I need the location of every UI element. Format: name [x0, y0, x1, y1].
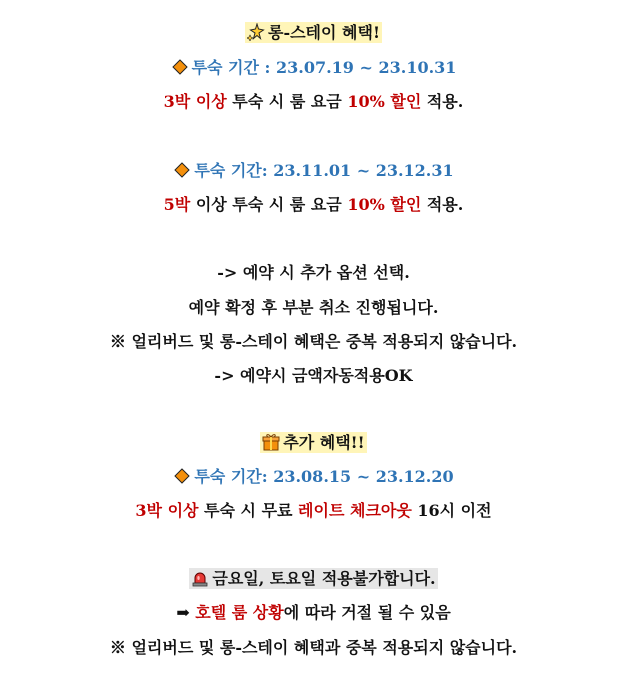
sparkle-icon [247, 23, 265, 41]
extra-period-label: 투숙 기간: 23.08.15 ~ 23.12.20 [194, 467, 454, 486]
note-partial-cancel: 예약 확정 후 부분 취소 진행됩니다. [188, 298, 439, 317]
note-no-duplicate: ※ 얼리버드 및 롱-스테이 혜택은 중복 적용되지 않습니다. [109, 332, 518, 351]
orange-diamond-icon [171, 58, 189, 76]
room-status-line: ➡ 호텔 룸 상황에 따라 거절 될 수 있음 [176, 603, 451, 622]
extra-title-line [0, 432, 627, 454]
period1-line [0, 57, 627, 79]
period1-label: 투숙 기간 : 23.07.19 ~ 23.10.31 [191, 58, 457, 77]
period2-label: 투숙 기간: 23.11.01 ~ 23.12.31 [194, 161, 454, 180]
note-auto-apply: -> 예약시 금액자동적용OK [214, 366, 413, 385]
restriction-title: 금요일, 토요일 적용불가합니다. [189, 568, 437, 589]
extra-condition: 3박 이상 투숙 시 무료 레이트 체크아웃 16시 이전 [135, 501, 492, 520]
period1-nights: 3박 이상 [163, 92, 227, 111]
gift-icon [262, 433, 280, 451]
late-checkout: 레이트 체크아웃 [298, 501, 412, 520]
room-status: 호텔 룸 상황 [195, 603, 284, 622]
extra-title: 추가 혜택!! [260, 432, 366, 453]
long-stay-title: 롱-스테이 혜택! [245, 22, 382, 43]
orange-diamond-icon [173, 467, 191, 485]
period1-discount: 10% 할인 [347, 92, 422, 111]
period1-condition: 3박 이상 투숙 시 룸 요금 10% 할인 적용. [163, 92, 464, 111]
arrow-right-icon: ➡ [176, 603, 196, 622]
long-stay-title-line [0, 22, 627, 44]
siren-icon [191, 569, 209, 587]
note-option-select: -> 예약 시 추가 옵션 선택. [217, 263, 410, 282]
period2-nights: 5박 [163, 195, 191, 214]
extra-period-line [0, 466, 627, 488]
period2-condition: 5박 이상 투숙 시 룸 요금 10% 할인 적용. [163, 195, 464, 214]
restriction-note: ※ 얼리버드 및 롱-스테이 혜택과 중복 적용되지 않습니다. [109, 638, 518, 657]
orange-diamond-icon [173, 161, 191, 179]
period2-discount: 10% 할인 [347, 195, 422, 214]
restriction-title-line [0, 568, 627, 590]
extra-nights: 3박 이상 [135, 501, 199, 520]
period2-line [0, 160, 627, 182]
